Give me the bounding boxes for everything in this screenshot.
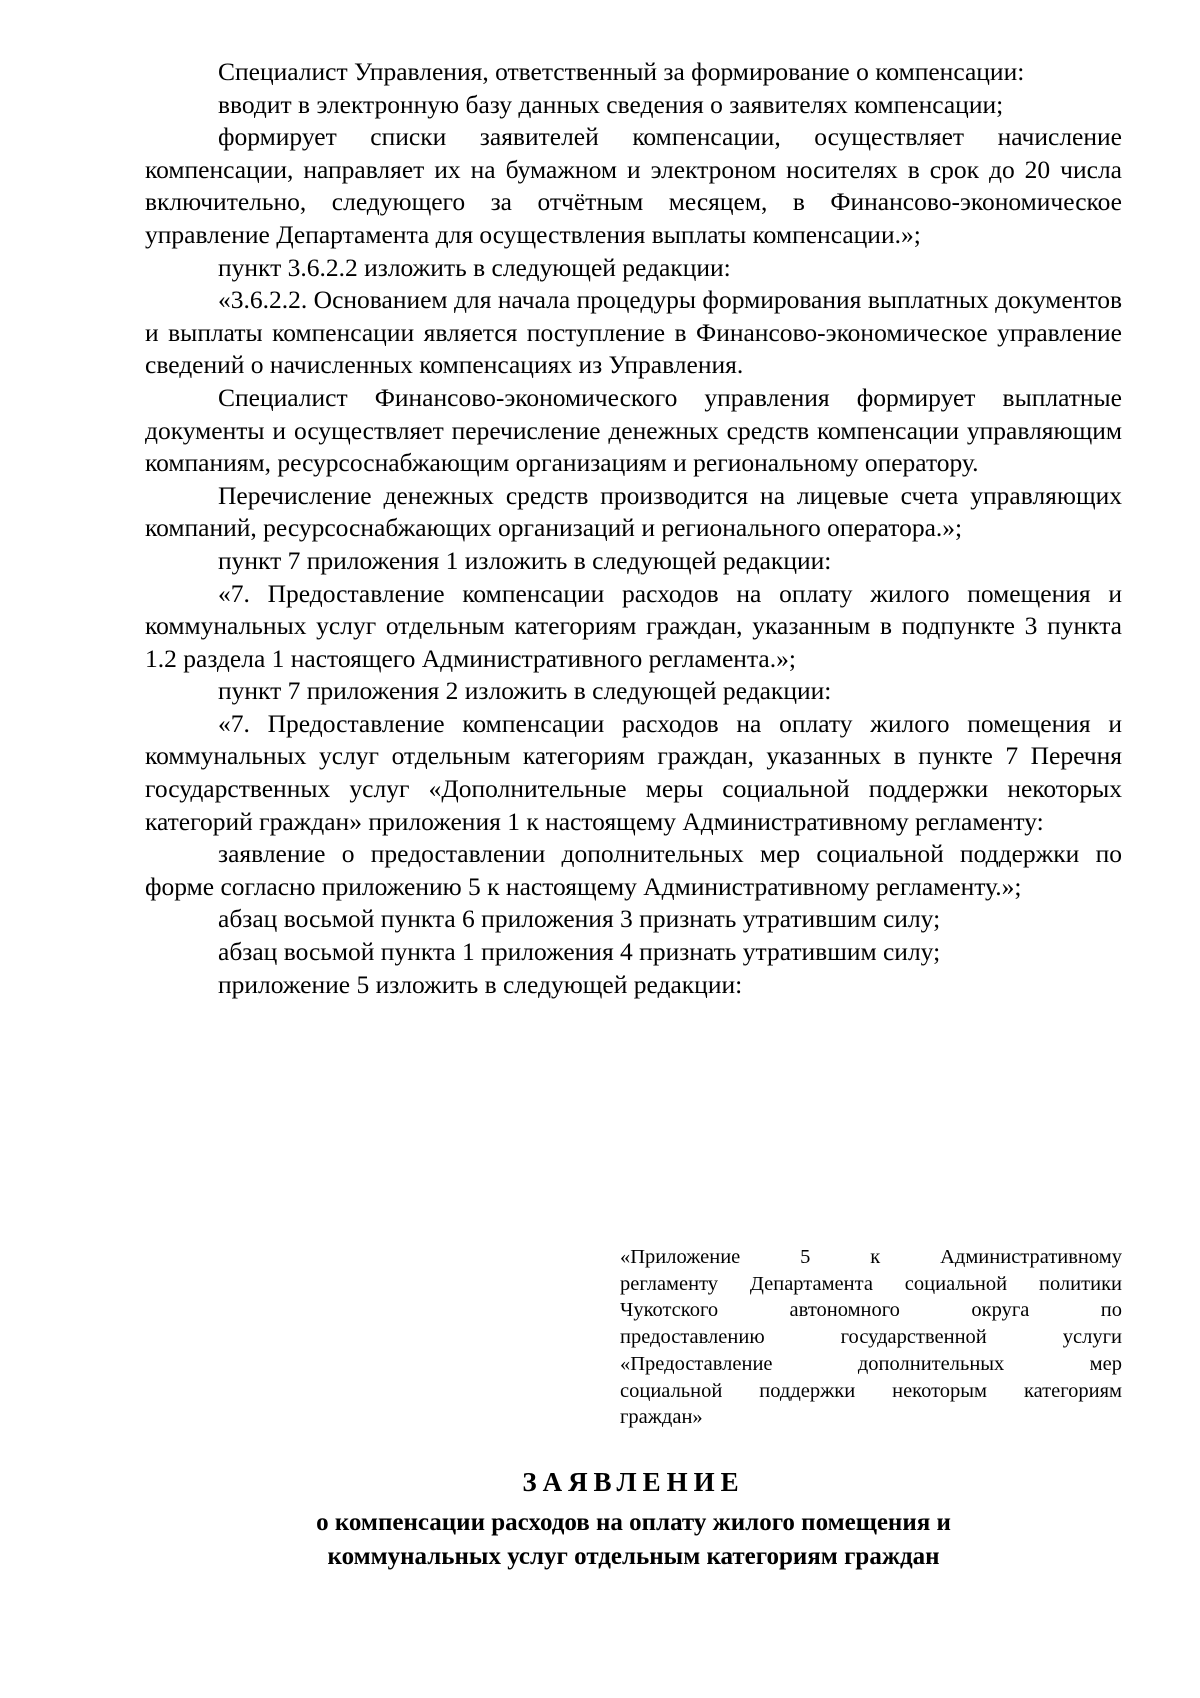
paragraph: «7. Предоставление компенсации расходов на оплату жилого помещения и коммунальных услуг отдельным категориям граждан, указанным в подпункте 3 пункта 1.2 раздела 1 настоящего Административного регламента.»;	[145, 578, 1122, 673]
appendix-line: предоставлению государственной услуги	[620, 1326, 1122, 1349]
document-body	[145, 56, 1122, 1001]
statement-heading	[145, 1464, 1122, 1574]
paragraph: абзац восьмой пункта 6 приложения 3 признать утратившим силу;	[218, 904, 941, 934]
paragraph: пункт 3.6.2.2 изложить в следующей редакции:	[218, 252, 731, 282]
appendix-line: регламенту Департамента социальной политики	[620, 1272, 1122, 1295]
appendix-line: Чукотского автономного округа по	[620, 1299, 1122, 1322]
appendix-line: граждан»	[620, 1406, 703, 1429]
appendix-line: социальной поддержки некоторым категориям	[620, 1379, 1122, 1402]
paragraph: вводит в электронную базу данных сведения о заявителях компенсации;	[218, 89, 1004, 119]
paragraph: приложение 5 изложить в следующей редакции:	[218, 969, 743, 999]
paragraph: «3.6.2.2. Основанием для начала процедуры формирования выплатных документов и выплаты компенсации является поступление в Финансово-экономическое управление сведений о начисленных компенсациях из Управления.	[145, 285, 1122, 380]
paragraph: пункт 7 приложения 2 изложить в следующей редакции:	[218, 676, 832, 706]
statement-title: ЗАЯВЛЕНИЕ	[522, 1467, 745, 1497]
paragraph: формирует списки заявителей компенсации, осуществляет начисление компенсации, направляет их на бумажном и электроном носителях в срок до 20 числа включительно, следующего за отчётным месяцем, в Финансово-экономическое управление Департамента для осуществления выплаты компенсации.»;	[145, 122, 1122, 249]
paragraph: пункт 7 приложения 1 изложить в следующей редакции:	[218, 545, 832, 575]
statement-subtitle-line: о компенсации расходов на оплату жилого помещения и	[316, 1509, 951, 1536]
paragraph: заявление о предоставлении дополнительных мер социальной поддержки по форме согласно приложению 5 к настоящему Административному регламенту.»;	[145, 839, 1122, 901]
paragraph: абзац восьмой пункта 1 приложения 4 признать утратившим силу;	[218, 937, 941, 967]
paragraph: Перечисление денежных средств производится на лицевые счета управляющих компаний, ресурсоснабжающих организаций и регионального оператора.»;	[145, 480, 1122, 543]
paragraph: Специалист Финансово-экономического управления формирует выплатные документы и осуществляет перечисление денежных средств компенсации управляющим компаниям, ресурсоснабжающим организациям и региональному оператору.	[145, 382, 1122, 478]
statement-subtitle-line: коммунальных услуг отдельным категориям граждан	[327, 1543, 940, 1570]
paragraph: «7. Предоставление компенсации расходов на оплату жилого помещения и коммунальных услуг отдельным категориям граждан, указанных в пункте 7 Перечня государственных услуг «Дополнительные меры социальной поддержки некоторых категорий граждан» приложения 1 к настоящему Административному регламенту:	[145, 708, 1122, 836]
appendix-reference	[620, 1244, 1122, 1431]
paragraph: Специалист Управления, ответственный за формирование о компенсации:	[218, 57, 1025, 86]
appendix-line: «Предоставление дополнительных мер	[620, 1352, 1122, 1375]
appendix-line: «Приложение 5 к Административному	[620, 1246, 1122, 1268]
